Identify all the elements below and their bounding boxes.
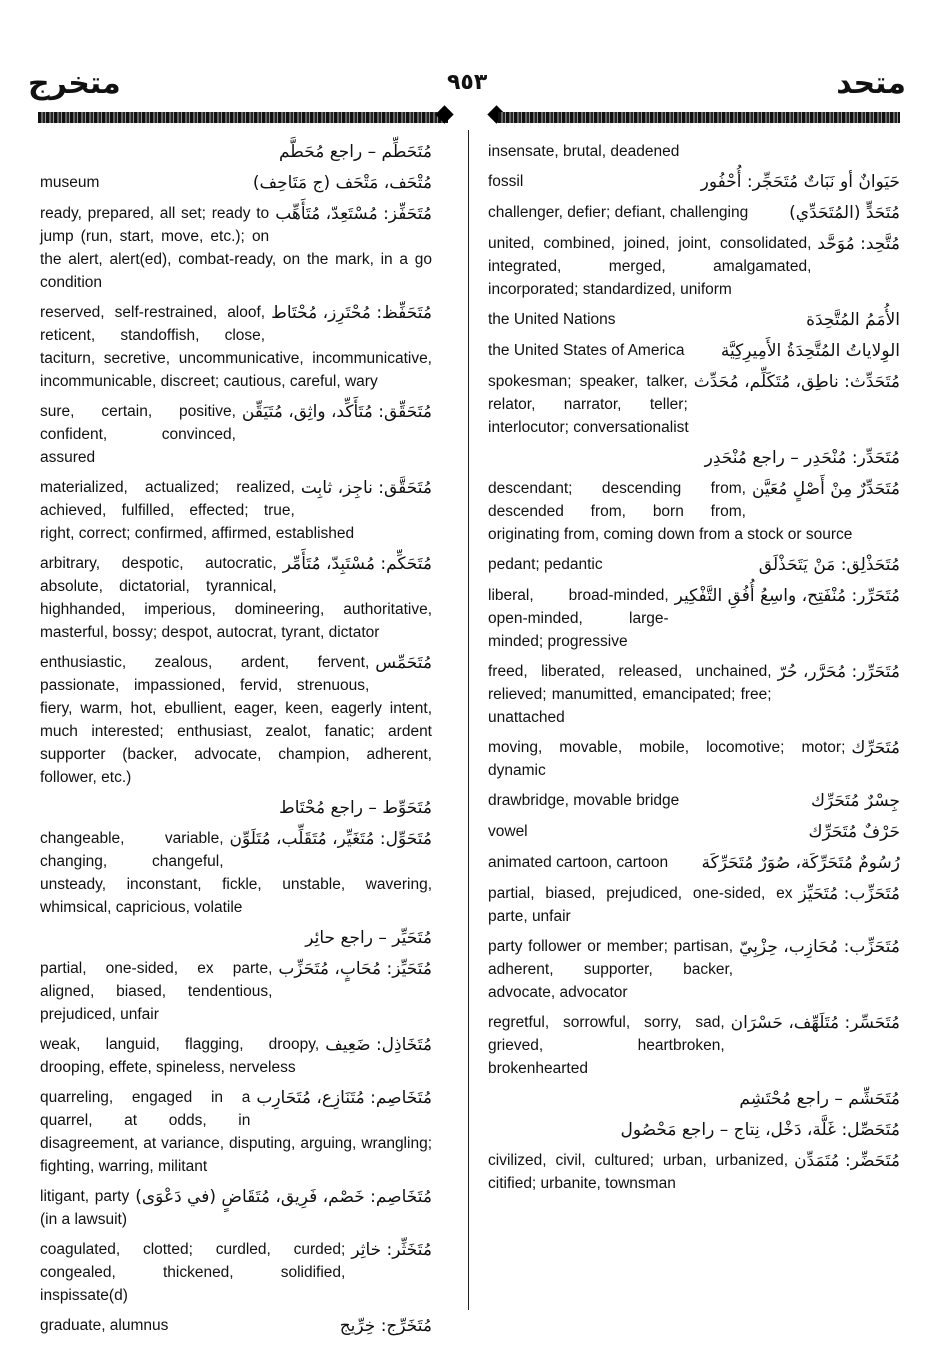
arabic-headword: مُتَحَسِّر: مُتَلَهِّف، حَسْرَان <box>730 1013 900 1033</box>
arabic-headword: مُتَحَشِّم – راجع مُحْتَشِم <box>739 1089 900 1109</box>
dictionary-entry <box>488 584 900 653</box>
arabic-headword: مُتَحَطِّم – راجع مُحَطَّم <box>278 142 432 162</box>
arabic-headword: مُتَحَزِّب: مُحَازِب، حِزْبِيّ <box>739 937 900 957</box>
dictionary-entry <box>488 851 900 875</box>
english-definition: the United States of America <box>488 342 685 359</box>
english-definition: fossil <box>488 173 524 190</box>
dictionary-entry <box>488 232 900 301</box>
english-definition: quarreling, engaged in a quarrel, at odds, in disagreement, at variance, disputing, arguing, wrangling; fighting, warring, militant <box>40 1089 432 1175</box>
dictionary-entry <box>40 1314 432 1338</box>
dictionary-entry <box>488 820 900 844</box>
dictionary-entry <box>488 201 900 225</box>
dictionary-entry <box>488 1011 900 1080</box>
header-rule-left <box>38 112 448 123</box>
dictionary-entry <box>40 1185 432 1231</box>
dictionary-entry <box>488 170 900 194</box>
english-definition: partial, biased, prejudiced, one-sided, ex parte, unfair <box>488 885 793 925</box>
dictionary-entry <box>40 651 432 789</box>
arabic-headword: مُتَحَذْلِق: مَنْ يَتَحَذْلَق <box>758 555 900 575</box>
dictionary-entry <box>488 1087 900 1111</box>
dictionary-entry <box>488 1149 900 1195</box>
arabic-headword: مُتَحَفِّظ: مُحْتَرِز، مُحْتَاط <box>271 303 432 323</box>
dictionary-entry <box>488 553 900 577</box>
dictionary-entry <box>488 140 900 163</box>
arabic-headword: مُتَحَزِّب: مُتَحَيِّز <box>798 884 900 904</box>
dictionary-entry <box>488 736 900 782</box>
arabic-headword: مُتَحَيِّر – راجع حائِر <box>305 928 432 948</box>
english-definition: weak, languid, flagging, droopy, drooping, effete, spineless, nerveless <box>40 1036 320 1076</box>
dictionary-entry <box>40 171 432 195</box>
english-definition: coagulated, clotted; curdled, curded; congealed, thickened, solidified, inspissate(d) <box>40 1241 346 1304</box>
dictionary-entry <box>40 476 432 545</box>
arabic-headword: مُتَحَوِّل: مُتَغَيِّر، مُتَقَلِّب، مُتَلَوِّن <box>229 829 432 849</box>
dictionary-entry <box>488 1118 900 1142</box>
dictionary-entry <box>40 926 432 950</box>
arabic-headword: مُتَحَرِّر: مُنْفَتِح، واسِعُ أُفُقِ التَّفْكِير <box>674 586 900 606</box>
english-definition: arbitrary, despotic, autocratic, absolute, dictatorial, tyrannical, highhanded, imperious, domineering, authoritative, masterful, bossy; despot, autocrat, tyrant, dictator <box>40 555 432 641</box>
arabic-headword: مُتَحَقَّق: ناجِز، ثابِت <box>300 478 432 498</box>
arabic-headword: مُتَحَرِّر: مُحَرَّر، حُرّ <box>777 662 900 682</box>
english-definition: freed, liberated, released, unchained, relieved; manumitted, emancipated; free; unattached <box>488 663 772 726</box>
dictionary-entry <box>40 301 432 393</box>
left-column <box>40 140 432 1345</box>
arabic-headword: مُتَخَثِّر: خاثِر <box>351 1240 432 1260</box>
arabic-headword: الوِلاياتُ المُتَّحِدَةُ الأَمِيرِكِيَّة <box>720 341 900 361</box>
dictionary-entry <box>40 1238 432 1307</box>
column-divider <box>468 130 469 1310</box>
english-definition: moving, movable, mobile, locomotive; motor; dynamic <box>488 739 846 779</box>
english-definition: partial, one-sided, ex parte, aligned, biased, tendentious, prejudiced, unfair <box>40 960 273 1023</box>
page-number: ٩٥٣ <box>447 70 488 95</box>
dictionary-entry <box>488 446 900 470</box>
english-definition: the United Nations <box>488 311 616 328</box>
english-definition: ready, prepared, all set; ready to jump (run, start, move, etc.); on the alert, alert(ed), combat-ready, on the mark, in a go condition <box>40 205 432 291</box>
english-definition: united, combined, joined, joint, consolidated, integrated, merged, amalgamated, incorporated; standardized, uniform <box>488 235 812 298</box>
english-definition: graduate, alumnus <box>40 1317 169 1334</box>
english-definition: regretful, sorrowful, sorry, sad, grieved, heartbroken, brokenhearted <box>488 1014 725 1077</box>
arabic-headword: مُتَحَكِّم: مُسْتَبِدّ، مُتَأَمِّر <box>282 554 432 574</box>
dictionary-entry <box>488 935 900 1004</box>
dictionary-entry <box>40 1033 432 1079</box>
arabic-headword: حَرْفٌ مُتَحَرِّك <box>808 822 900 842</box>
english-definition: animated cartoon, cartoon <box>488 854 669 871</box>
english-definition: enthusiastic, zealous, ardent, fervent, passionate, impassioned, fervid, strenuous, fiery, warm, hot, ebullient, eager, keen, eagerly intent, much interested; enthusiast, zealot, fanatic; ardent supporter (backer, advocate, champion, adherent, follower, etc.) <box>40 654 432 786</box>
dictionary-entry <box>40 957 432 1026</box>
arabic-headword: مُتَخَاصِم: مُتَنَازِع، مُتَحَارِب <box>256 1088 432 1108</box>
dictionary-entry <box>40 140 432 164</box>
dictionary-entry <box>488 339 900 363</box>
english-definition: challenger, defier; defiant, challenging <box>488 204 749 221</box>
arabic-headword: مُتَحَصِّل: غَلَّة، دَخْل، نِتاج – راجع مَحْصُول <box>620 1120 900 1140</box>
arabic-headword: مُتَخَاصِم: خَصْم، فَرِيق، مُتَقَاضٍ (في دَعْوَى) <box>135 1187 432 1207</box>
arabic-headword: مُتَّحِد: مُوَحَّد <box>817 234 900 254</box>
header-rule-right <box>498 112 900 123</box>
arabic-headword: مُتَحَمِّس <box>375 653 432 673</box>
arabic-headword: جِسْرٌ مُتَحَرِّك <box>810 791 900 811</box>
english-definition: insensate, brutal, deadened <box>488 143 680 160</box>
arabic-headword: مُتَحَدٍّ (المُتَحَدِّي) <box>789 203 900 223</box>
arabic-headword: مُتْحَف، مَتْحَف (ج مَتَاحِف) <box>252 173 432 193</box>
dictionary-entry <box>488 308 900 332</box>
english-definition: materialized, actualized; realized, achieved, fulfilled, effected; true, right, correct; confirmed, affirmed, established <box>40 479 355 542</box>
arabic-headword: مُتَحَوِّط – راجع مُحْتَاط <box>278 798 432 818</box>
arabic-headword: مُتَحَدِّرٌ مِنْ أَصْلٍ مُعَيَّن <box>751 479 900 499</box>
dictionary-entry <box>488 882 900 928</box>
english-definition: reserved, self-restrained, aloof, reticent, standoffish, close, taciturn, secretive, uncommunicative, incommunicative, incommunicable, discreet; cautious, careful, wary <box>40 304 432 390</box>
english-definition: drawbridge, movable bridge <box>488 792 680 809</box>
arabic-headword: مُتَخَرِّج: خِرِّيج <box>339 1316 432 1336</box>
dictionary-entry <box>40 202 432 294</box>
english-definition: liberal, broad-minded, open-minded, large-minded; progressive <box>488 587 669 650</box>
arabic-headword: مُتَحَدِّر: مُنْحَدِر – راجع مُنْحَدِر <box>704 448 900 468</box>
arabic-headword: مُتَحَدِّث: ناطِق، مُتَكَلِّم، مُحَدِّث <box>693 372 900 392</box>
arabic-headword: مُتَحَفِّز: مُسْتَعِدّ، مُتَأَهِّب <box>275 204 432 224</box>
english-definition: pedant; pedantic <box>488 556 603 573</box>
arabic-headword: الأُمَمُ المُتَّحِدَة <box>806 310 900 330</box>
dictionary-entry <box>40 400 432 469</box>
dictionary-entry <box>488 477 900 546</box>
english-definition: descendant; descending from, descended from, born from, originating from, coming down from a stock or source <box>488 480 853 543</box>
dictionary-entry <box>488 370 900 439</box>
english-definition: party follower or member; partisan, adherent, supporter, backer, advocate, advocator <box>488 938 734 1001</box>
english-definition: vowel <box>488 823 528 840</box>
arabic-headword: مُتَحَضِّر: مُتَمَدِّن <box>794 1151 900 1171</box>
arabic-headword: مُتَحَيِّز: مُحَابٍ، مُتَحَزِّب <box>278 959 432 979</box>
english-definition: sure, certain, positive, confident, convinced, assured <box>40 403 236 466</box>
dictionary-entry <box>488 660 900 729</box>
dictionary-entry <box>488 789 900 813</box>
english-definition: museum <box>40 174 100 191</box>
arabic-headword: مُتَحَرِّك <box>851 738 900 758</box>
english-definition: changeable, variable, changing, changeful, unsteady, inconstant, fickle, unstable, wavering, whimsical, capricious, volatile <box>40 830 432 916</box>
english-definition: civilized, civil, cultured; urban, urbanized, citified; urbanite, townsman <box>488 1152 789 1192</box>
arabic-headword: مُتَحَقِّق: مُتَأَكِّد، واثِق، مُتَيَقِّن <box>241 402 432 422</box>
dictionary-entry <box>40 552 432 644</box>
right-column <box>488 140 900 1202</box>
running-head-right: متحد <box>836 66 906 101</box>
arabic-headword: رُسُومٌ مُتَحَرِّكَة، صُوَرٌ مُتَحَرِّكَة <box>701 853 900 873</box>
running-head-left: متخرج <box>28 66 121 101</box>
dictionary-entry <box>40 1086 432 1178</box>
dictionary-entry <box>40 796 432 820</box>
arabic-headword: حَيَوانٌ أو نَبَاتٌ مُتَحَجِّر: أُحْفُور <box>700 172 900 192</box>
dictionary-entry <box>40 827 432 919</box>
arabic-headword: مُتَخَاذِل: ضَعِيف <box>325 1035 432 1055</box>
english-definition: litigant, party (in a lawsuit) <box>40 1188 130 1228</box>
english-definition: spokesman; speaker, talker, relator, narrator, teller; interlocutor; conversationalist <box>488 373 689 436</box>
